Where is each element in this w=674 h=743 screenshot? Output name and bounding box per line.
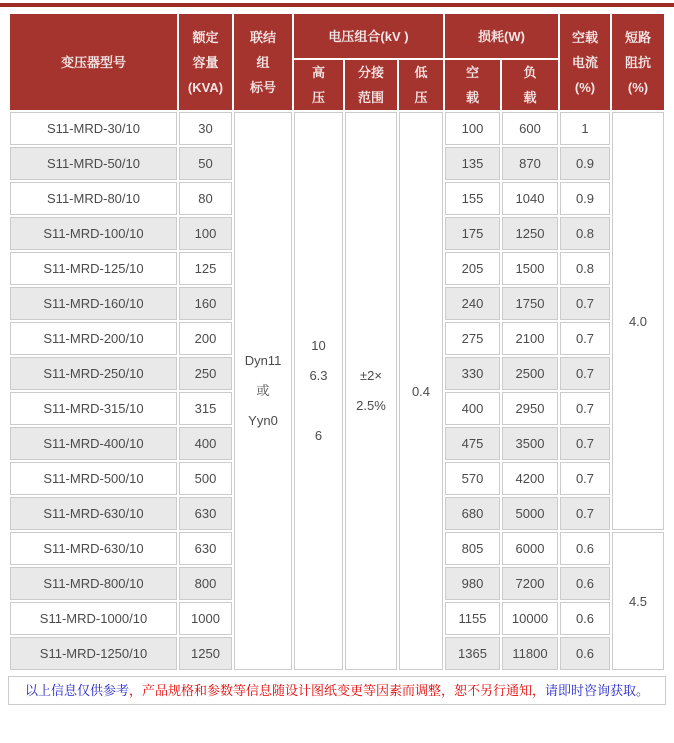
cell-capacity: 800: [179, 567, 232, 600]
cell-load-loss: 1500: [502, 252, 558, 285]
header-row-groups: [10, 14, 664, 58]
cell-model: S11-MRD-100/10: [10, 217, 177, 250]
cell-no-load-loss: 275: [445, 322, 500, 355]
cell-capacity: 100: [179, 217, 232, 250]
cell-no-load-current: 0.6: [560, 637, 610, 670]
cell-model: S11-MRD-500/10: [10, 462, 177, 495]
cell-model: S11-MRD-30/10: [10, 112, 177, 145]
cell-no-load-loss: 100: [445, 112, 500, 145]
cell-no-load-current: 0.7: [560, 322, 610, 355]
cell-no-load-loss: 155: [445, 182, 500, 215]
cell-load-loss: 2100: [502, 322, 558, 355]
cell-no-load-loss: 175: [445, 217, 500, 250]
cell-capacity: 160: [179, 287, 232, 320]
cell-no-load-current: 0.6: [560, 532, 610, 565]
col-header-no-load-current: 空载 电流 (%): [560, 14, 610, 110]
cell-no-load-loss: 400: [445, 392, 500, 425]
cell-model: S11-MRD-80/10: [10, 182, 177, 215]
cell-capacity: 125: [179, 252, 232, 285]
cell-model: S11-MRD-400/10: [10, 427, 177, 460]
table-body: [10, 112, 664, 670]
cell-load-loss: 5000: [502, 497, 558, 530]
cell-load-loss: 1040: [502, 182, 558, 215]
cell-hv-voltage: 10 6.3 6: [294, 112, 343, 670]
col-header-lv: 低 压: [399, 60, 443, 110]
cell-no-load-loss: 980: [445, 567, 500, 600]
cell-model: S11-MRD-125/10: [10, 252, 177, 285]
col-header-model-label: 变压器型号: [60, 54, 126, 70]
col-header-impedance: 短路 阻抗 (%): [612, 14, 664, 110]
disclaimer-segment-red: ，产品规格和参数等信息随设计图纸变更等因素而调整，恕不另行通知，: [128, 683, 545, 698]
cell-capacity: 250: [179, 357, 232, 390]
cell-capacity: 1250: [179, 637, 232, 670]
cell-no-load-loss: 330: [445, 357, 500, 390]
cell-impedance-group-2: 4.5: [612, 532, 664, 670]
col-header-load-loss: 负 载: [502, 60, 558, 110]
cell-no-load-loss: 570: [445, 462, 500, 495]
cell-model: S11-MRD-315/10: [10, 392, 177, 425]
cell-load-loss: 1250: [502, 217, 558, 250]
disclaimer-segment-blue: 请即时咨询获取。: [545, 683, 650, 698]
cell-capacity: 500: [179, 462, 232, 495]
col-header-capacity: 额定 容量 (KVA): [179, 14, 232, 110]
cell-model: S11-MRD-50/10: [10, 147, 177, 180]
cell-capacity: 30: [179, 112, 232, 145]
cell-no-load-loss: 205: [445, 252, 500, 285]
table-row: [10, 112, 664, 145]
cell-no-load-current: 0.9: [560, 182, 610, 215]
cell-load-loss: 1750: [502, 287, 558, 320]
cell-model: S11-MRD-250/10: [10, 357, 177, 390]
cell-load-loss: 600: [502, 112, 558, 145]
cell-no-load-loss: 475: [445, 427, 500, 460]
cell-model: S11-MRD-1250/10: [10, 637, 177, 670]
cell-load-loss: 2500: [502, 357, 558, 390]
cell-no-load-current: 0.7: [560, 392, 610, 425]
disclaimer-note: [8, 676, 666, 705]
cell-no-load-current: 0.7: [560, 497, 610, 530]
cell-model: S11-MRD-200/10: [10, 322, 177, 355]
cell-no-load-current: 0.7: [560, 462, 610, 495]
col-header-loss-group: 损耗(W): [445, 14, 558, 58]
cell-no-load-current: 1: [560, 112, 610, 145]
col-header-no-load-loss: 空 载: [445, 60, 500, 110]
cell-capacity: 630: [179, 532, 232, 565]
cell-model: S11-MRD-630/10: [10, 532, 177, 565]
cell-no-load-loss: 680: [445, 497, 500, 530]
cell-no-load-loss: 240: [445, 287, 500, 320]
cell-no-load-loss: 805: [445, 532, 500, 565]
cell-load-loss: 2950: [502, 392, 558, 425]
table-header: [10, 14, 664, 110]
cell-connection-group: Dyn11 或 Yyn0: [234, 112, 292, 670]
cell-lv-voltage: 0.4: [399, 112, 443, 670]
cell-capacity: 50: [179, 147, 232, 180]
cell-capacity: 630: [179, 497, 232, 530]
col-header-hv: 高 压: [294, 60, 343, 110]
cell-no-load-current: 0.8: [560, 252, 610, 285]
cell-load-loss: 4200: [502, 462, 558, 495]
cell-load-loss: 6000: [502, 532, 558, 565]
cell-no-load-current: 0.9: [560, 147, 610, 180]
col-header-connection: 联结 组 标号: [234, 14, 292, 110]
cell-no-load-current: 0.8: [560, 217, 610, 250]
cell-model: S11-MRD-1000/10: [10, 602, 177, 635]
cell-no-load-current: 0.6: [560, 567, 610, 600]
cell-load-loss: 10000: [502, 602, 558, 635]
cell-model: S11-MRD-800/10: [10, 567, 177, 600]
cell-no-load-current: 0.7: [560, 427, 610, 460]
col-header-model: [10, 14, 177, 110]
cell-model: S11-MRD-160/10: [10, 287, 177, 320]
cell-capacity: 200: [179, 322, 232, 355]
cell-load-loss: 870: [502, 147, 558, 180]
top-divider-bar: [0, 3, 674, 7]
disclaimer-segment-blue: 以上信息仅供参考: [24, 683, 129, 698]
cell-no-load-loss: 1155: [445, 602, 500, 635]
cell-no-load-current: 0.7: [560, 357, 610, 390]
cell-model: S11-MRD-630/10: [10, 497, 177, 530]
cell-impedance-group-1: 4.0: [612, 112, 664, 530]
cell-no-load-current: 0.7: [560, 287, 610, 320]
cell-capacity: 80: [179, 182, 232, 215]
cell-tap-range: ±2× 2.5%: [345, 112, 397, 670]
cell-load-loss: 11800: [502, 637, 558, 670]
col-header-tap-range: 分接 范围: [345, 60, 397, 110]
cell-no-load-loss: 1365: [445, 637, 500, 670]
cell-no-load-current: 0.6: [560, 602, 610, 635]
cell-no-load-loss: 135: [445, 147, 500, 180]
col-header-voltage-group: 电压组合(kV ): [294, 14, 443, 58]
transformer-spec-table: [8, 12, 666, 672]
cell-capacity: 315: [179, 392, 232, 425]
cell-load-loss: 7200: [502, 567, 558, 600]
cell-capacity: 400: [179, 427, 232, 460]
cell-load-loss: 3500: [502, 427, 558, 460]
cell-capacity: 1000: [179, 602, 232, 635]
